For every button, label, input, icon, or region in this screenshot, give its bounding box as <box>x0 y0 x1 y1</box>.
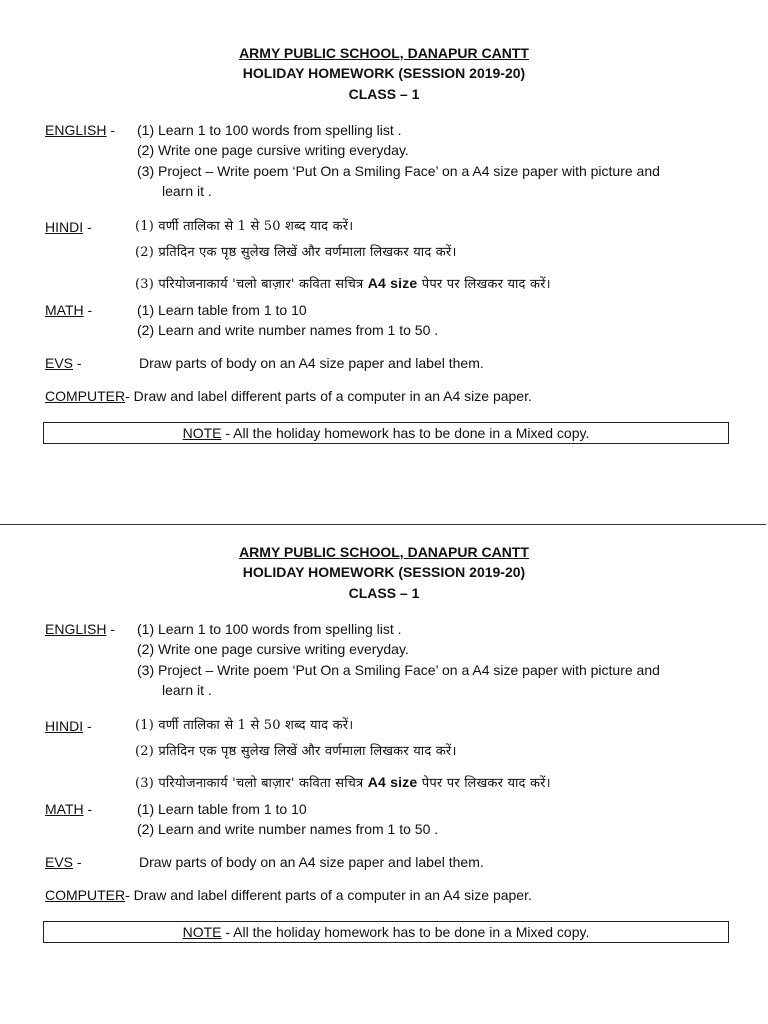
english-label: ENGLISH - <box>45 122 116 138</box>
english-item-3-cont: learn it . <box>162 183 212 199</box>
computer-line: COMPUTER- Draw and label different parts of a computer in an A4 size paper. <box>45 388 532 404</box>
english-item-3: (3) Project – Write poem ‘Put On a Smiling Face’ on a A4 size paper with picture and <box>137 163 660 179</box>
homework-title: HOLIDAY HOMEWORK (SESSION 2019-20) <box>242 65 526 81</box>
evs-label: EVS - <box>45 355 82 371</box>
english-item-2: (2) Write one page cursive writing everyday. <box>137 142 409 158</box>
school-name: ARMY PUBLIC SCHOOL, DANAPUR CANTT <box>239 45 529 61</box>
computer-line: COMPUTER- Draw and label different parts of a computer in an A4 size paper. <box>45 887 532 903</box>
homework-sheet-bottom <box>0 543 768 963</box>
math-item-1: (1) Learn table from 1 to 10 <box>137 302 307 318</box>
school-name: ARMY PUBLIC SCHOOL, DANAPUR CANTT <box>239 544 529 560</box>
note-box: NOTE - All the holiday homework has to be done in a Mixed copy. <box>43 422 729 444</box>
math-item-1: (1) Learn table from 1 to 10 <box>137 801 307 817</box>
class-label: CLASS – 1 <box>348 86 420 102</box>
english-item-1: (1) Learn 1 to 100 words from spelling list . <box>137 621 402 637</box>
hindi-item-1: (1) वर्णी तालिका से 1 से 50 शब्द याद करें। <box>135 718 354 733</box>
hindi-label: HINDI - <box>45 219 92 235</box>
math-item-2: (2) Learn and write number names from 1 to 50 . <box>137 821 439 837</box>
math-label: MATH - <box>45 302 93 318</box>
english-item-3-cont: learn it . <box>162 682 212 698</box>
english-item-3: (3) Project – Write poem ‘Put On a Smiling Face’ on a A4 size paper with picture and <box>137 662 660 678</box>
hindi-item-1: (1) वर्णी तालिका से 1 से 50 शब्द याद करें। <box>135 219 354 234</box>
english-label: ENGLISH - <box>45 621 116 637</box>
homework-title: HOLIDAY HOMEWORK (SESSION 2019-20) <box>242 564 526 580</box>
hindi-item-3: (3) परियोजनाकार्य 'चलो बाज़ार' कविता सचित्र A4 size पेपर पर लिखकर याद करें। <box>135 774 551 791</box>
math-label: MATH - <box>45 801 93 817</box>
evs-item-1: Draw parts of body on an A4 size paper and label them. <box>139 854 484 870</box>
class-label: CLASS – 1 <box>348 585 420 601</box>
note-box: NOTE - All the holiday homework has to be done in a Mixed copy. <box>43 921 729 943</box>
hindi-item-2: (2) प्रतिदिन एक पृष्ठ सुलेख लिखें और वर्णमाला लिखकर याद करें। <box>135 245 457 260</box>
english-item-2: (2) Write one page cursive writing everyday. <box>137 641 409 657</box>
english-item-1: (1) Learn 1 to 100 words from spelling list . <box>137 122 402 138</box>
math-item-2: (2) Learn and write number names from 1 to 50 . <box>137 322 439 338</box>
hindi-item-3: (3) परियोजनाकार्य 'चलो बाज़ार' कविता सचित्र A4 size पेपर पर लिखकर याद करें। <box>135 275 551 292</box>
evs-label: EVS - <box>45 854 82 870</box>
hindi-label: HINDI - <box>45 718 92 734</box>
page-divider <box>0 524 766 525</box>
evs-item-1: Draw parts of body on an A4 size paper and label them. <box>139 355 484 371</box>
hindi-item-2: (2) प्रतिदिन एक पृष्ठ सुलेख लिखें और वर्णमाला लिखकर याद करें। <box>135 744 457 759</box>
homework-sheet-top <box>0 44 768 464</box>
